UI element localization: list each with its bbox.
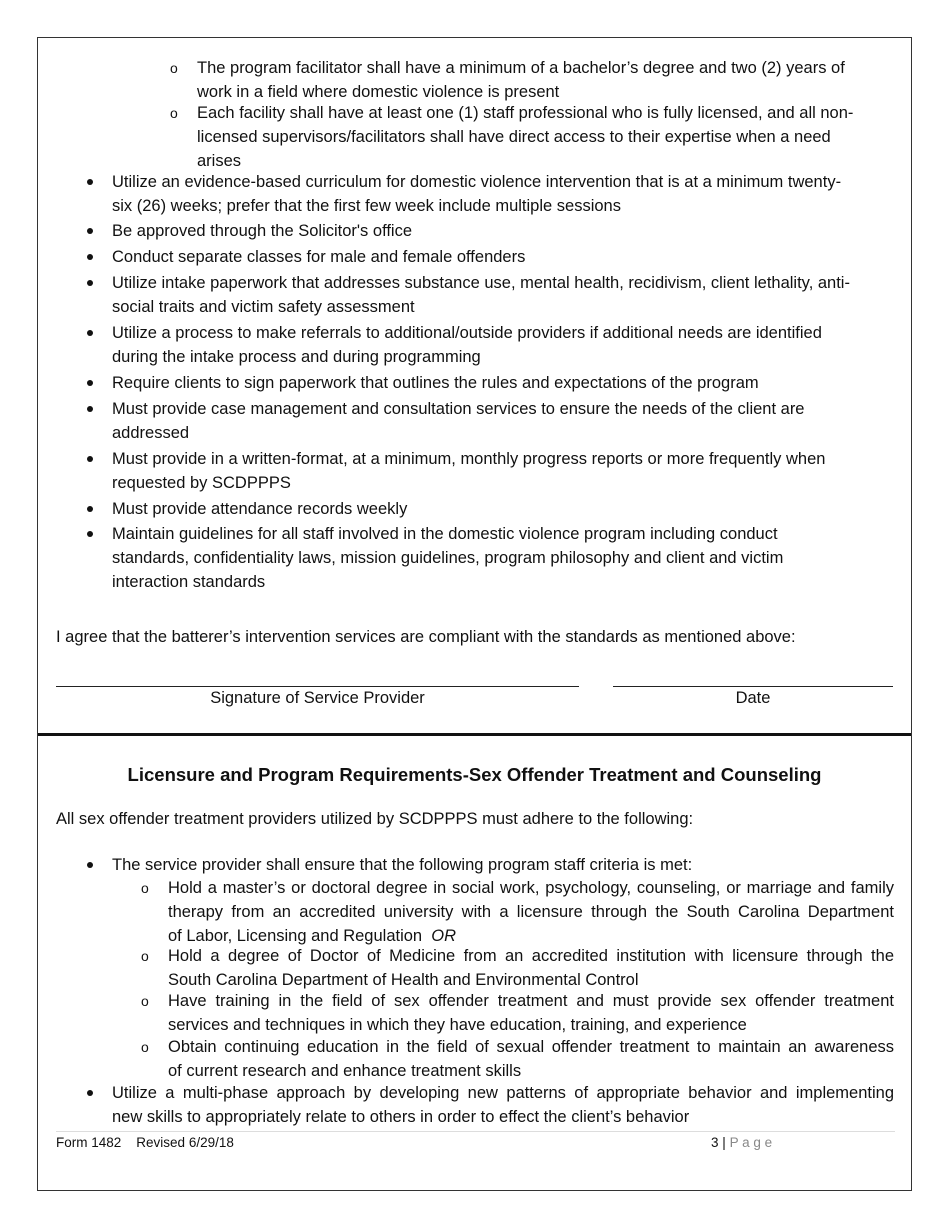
bullet-marker: [87, 1090, 93, 1096]
so-sub-item-degree: Hold a master’s or doctoral degree in social work, psychology, counseling, or marriage and family therapy from an accredited university with a licensure through the South Carolina Department of Labor, Licensing and Regulation OR: [168, 879, 894, 945]
sub-bullet-marker: o: [170, 105, 178, 121]
intro-text: All sex offender treatment providers utilized by SCDPPPS must adhere to the following:: [56, 810, 694, 828]
footer-rule: [56, 1131, 895, 1132]
form-number: Form 1482: [56, 1135, 122, 1150]
section-title: Licensure and Program Requirements-Sex Offender Treatment and Counseling: [127, 764, 822, 785]
bullet-marker: [87, 228, 93, 234]
so-sub-item-continuing-education: Obtain continuing education in the field of sexual offender treatment to maintain an awareness of current research and enhance treatment skills: [168, 1038, 894, 1080]
so-sub-item-training: Have training in the field of sex offender treatment and must provide sex offender treatment services and techniques in which they have education, training, and experience: [168, 992, 894, 1034]
page-number: 3: [711, 1135, 719, 1150]
sub-bullet-marker: o: [141, 993, 149, 1009]
dv-bullet-classes: Conduct separate classes for male and female offenders: [112, 248, 526, 266]
so-sub-item-medicine: Hold a degree of Doctor of Medicine from an accredited institution with licensure through the South Carolina Department of Health and Environmental Control: [168, 947, 894, 989]
bullet-marker: [87, 456, 93, 462]
sub-bullet-marker: o: [170, 60, 178, 76]
bullet-marker: [87, 254, 93, 260]
bullet-marker: [87, 406, 93, 412]
bullet-marker: [87, 531, 93, 537]
dv-bullet-curriculum: Utilize an evidence-based curriculum for domestic violence intervention that is at a minimum twenty- six (26) weeks; prefer that the first few week include multiple sessions: [112, 173, 842, 215]
dv-bullet-approval: Be approved through the Solicitor's office: [112, 222, 413, 240]
footer-form-info: [56, 1134, 234, 1152]
bullet-marker: [87, 862, 93, 868]
date-label: Date: [735, 689, 771, 707]
dv-bullet-intake: Utilize intake paperwork that addresses substance use, mental health, recidivism, client lethality, anti- social traits and victim safety assessment: [112, 274, 850, 316]
dv-sub-item-1: The program facilitator shall have a minimum of a bachelor’s degree and two (2) years of work in a field where domestic violence is present: [197, 59, 845, 101]
dv-bullet-referrals: Utilize a process to make referrals to additional/outside providers if additional needs are identified during the intake process and during programming: [112, 324, 822, 366]
page-word: P a g e: [729, 1135, 773, 1150]
revised-date: Revised 6/29/18: [136, 1135, 234, 1150]
dv-sub-item-2: Each facility shall have at least one (1) staff professional who is fully licensed, and all non- licensed supervisors/facilitators shall have direct access to their expertise when a need arises: [197, 104, 854, 170]
page-separator: |: [722, 1135, 726, 1150]
bullet-marker: [87, 330, 93, 336]
sub-bullet-marker: o: [141, 1039, 149, 1055]
signature-label: Signature of Service Provider: [210, 689, 425, 707]
sub-bullet-marker: o: [141, 880, 149, 896]
bullet-marker: [87, 179, 93, 185]
dv-bullet-guidelines: Maintain guidelines for all staff involved in the domestic violence program including conduct standards, confidentiality laws, mission guidelines, program philosophy and client and victim interaction standards: [112, 525, 784, 591]
sub-bullet-marker: o: [141, 948, 149, 964]
bullet-marker: [87, 380, 93, 386]
bullet-marker: [87, 506, 93, 512]
dv-bullet-paperwork: Require clients to sign paperwork that outlines the rules and expectations of the program: [112, 374, 759, 392]
dv-bullet-case-management: Must provide case management and consultation services to ensure the needs of the client are addressed: [112, 400, 805, 442]
agreement-statement: I agree that the batterer’s intervention services are compliant with the standards as mentioned above:: [56, 628, 796, 646]
dv-bullet-attendance: Must provide attendance records weekly: [112, 500, 408, 518]
so-bullet-staff-criteria: The service provider shall ensure that the following program staff criteria is met:: [112, 856, 693, 874]
bullet-marker: [87, 280, 93, 286]
so-bullet-multi-phase: Utilize a multi-phase approach by developing new patterns of appropriate behavior and implementing new skills to appropriately relate to others in order to effect the client’s behavior: [112, 1084, 894, 1126]
dv-bullet-progress-reports: Must provide in a written-format, at a minimum, monthly progress reports or more frequently when requested by SCDPPPS: [112, 450, 826, 492]
footer-page-number: [711, 1134, 772, 1152]
section-divider: [38, 733, 911, 736]
